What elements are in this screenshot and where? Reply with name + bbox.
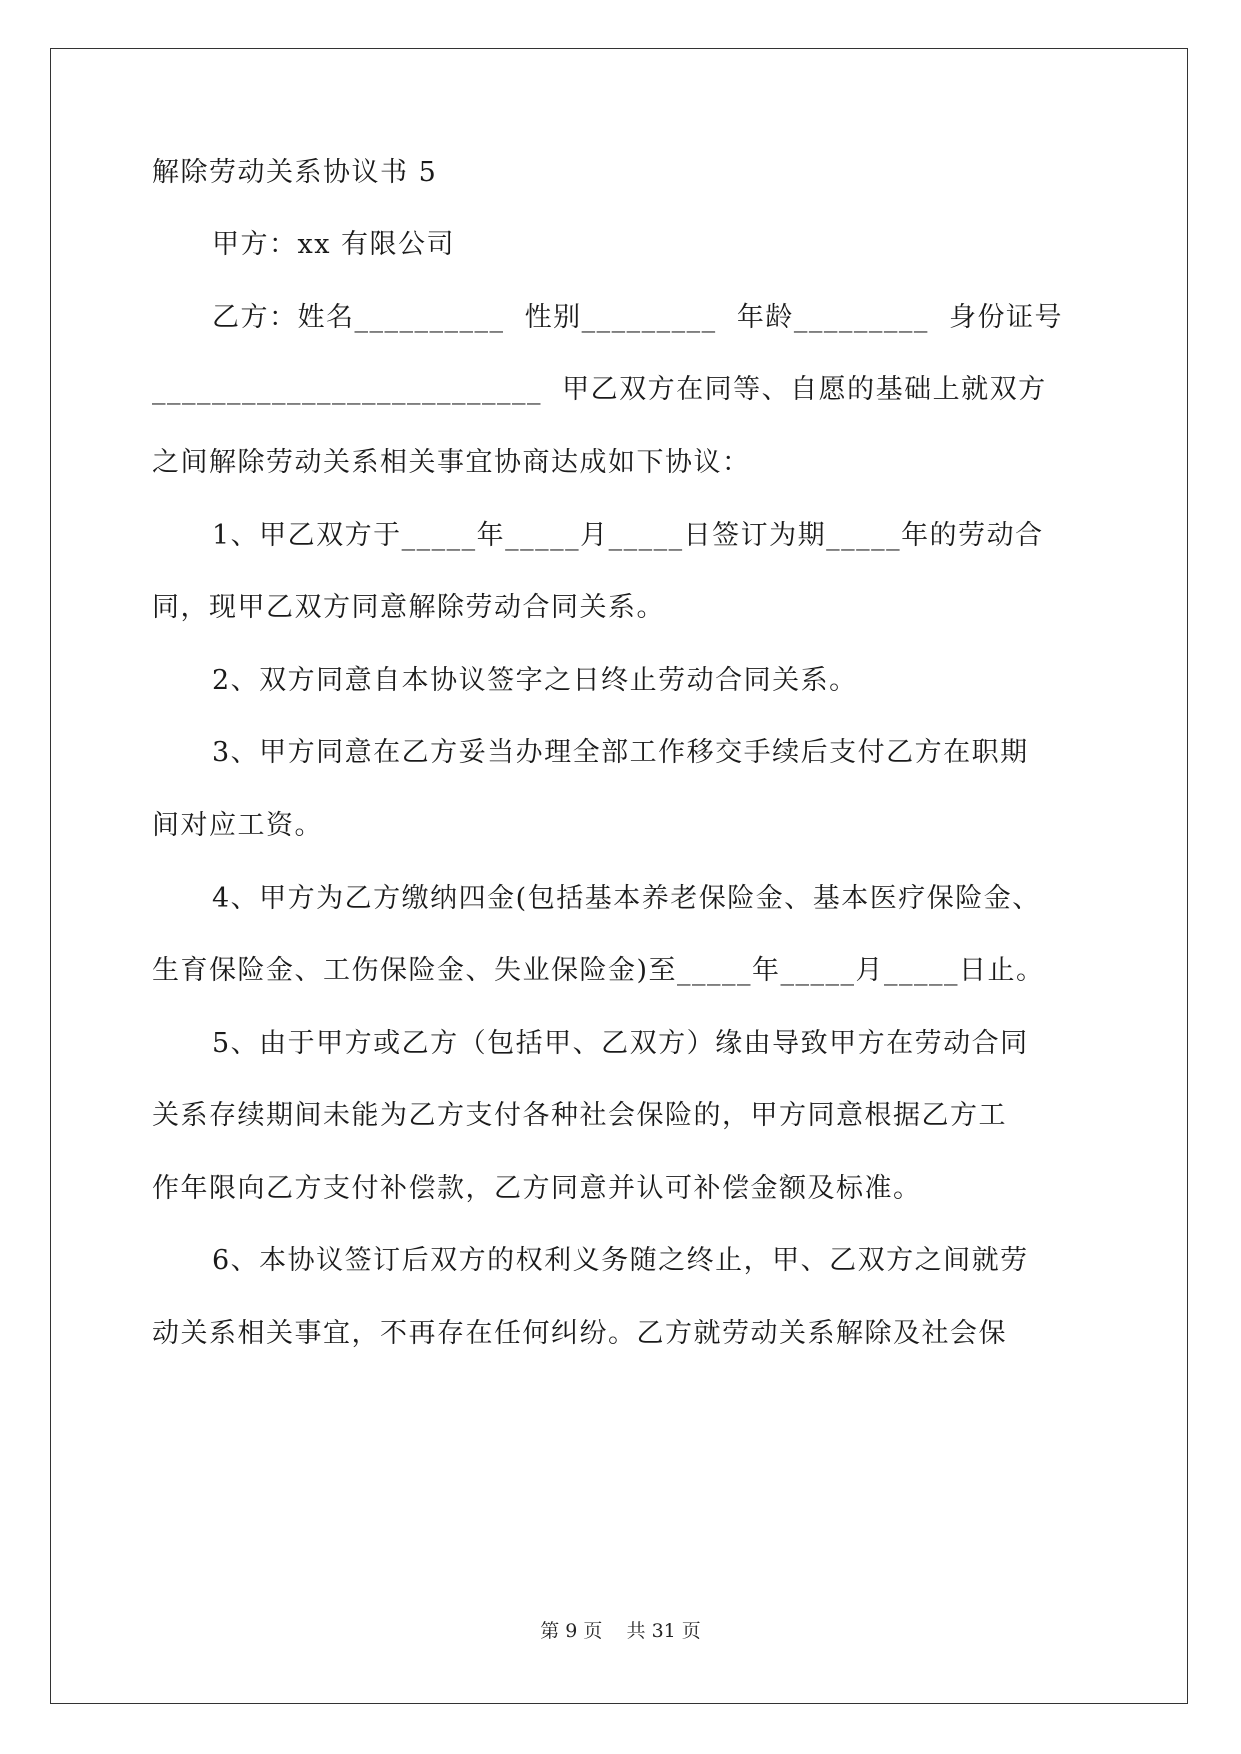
page-number-footer: 第 9 页 共 31 页 <box>540 1620 701 1642</box>
party-b-line: 乙方：姓名__________ 性别_________ 年龄_________ 身份证号 <box>212 302 1063 333</box>
paragraph-line: 之间解除劳动关系相关事宜协商达成如下协议： <box>152 447 751 478</box>
paragraph-line: __________________________ 甲乙双方在同等、自愿的基础上就双方 <box>152 374 1047 405</box>
clause-4-line: 生育保险金、工伤保险金、失业保险金)至_____年_____月_____日止。 <box>152 955 1045 986</box>
clause-2-line: 2、双方同意自本协议签字之日终止劳动合同关系。 <box>212 665 858 696</box>
clause-3-line: 3、甲方同意在乙方妥当办理全部工作移交手续后支付乙方在职期 <box>212 737 1029 768</box>
document-title: 解除劳动关系协议书 5 <box>152 157 438 188</box>
page-frame <box>50 48 1188 1704</box>
clause-1-line: 1、甲乙双方于_____年_____月_____日签订为期_____年的劳动合 <box>212 520 1044 551</box>
clause-1-line: 同，现甲乙双方同意解除劳动合同关系。 <box>152 592 665 623</box>
clause-5-line: 5、由于甲方或乙方（包括甲、乙双方）缘由导致甲方在劳动合同 <box>212 1028 1029 1059</box>
clause-5-line: 作年限向乙方支付补偿款，乙方同意并认可补偿金额及标准。 <box>152 1173 922 1204</box>
clause-6-line: 动关系相关事宜，不再存在任何纠纷。乙方就劳动关系解除及社会保 <box>152 1318 1007 1349</box>
clause-6-line: 6、本协议签订后双方的权利义务随之终止，甲、乙双方之间就劳 <box>212 1245 1029 1276</box>
clause-3-line: 间对应工资。 <box>152 810 323 841</box>
clause-5-line: 关系存续期间未能为乙方支付各种社会保险的，甲方同意根据乙方工 <box>152 1100 1007 1131</box>
party-a-line: 甲方：xx 有限公司 <box>212 229 456 260</box>
clause-4-line: 4、甲方为乙方缴纳四金(包括基本养老保险金、基本医疗保险金、 <box>212 883 1041 914</box>
